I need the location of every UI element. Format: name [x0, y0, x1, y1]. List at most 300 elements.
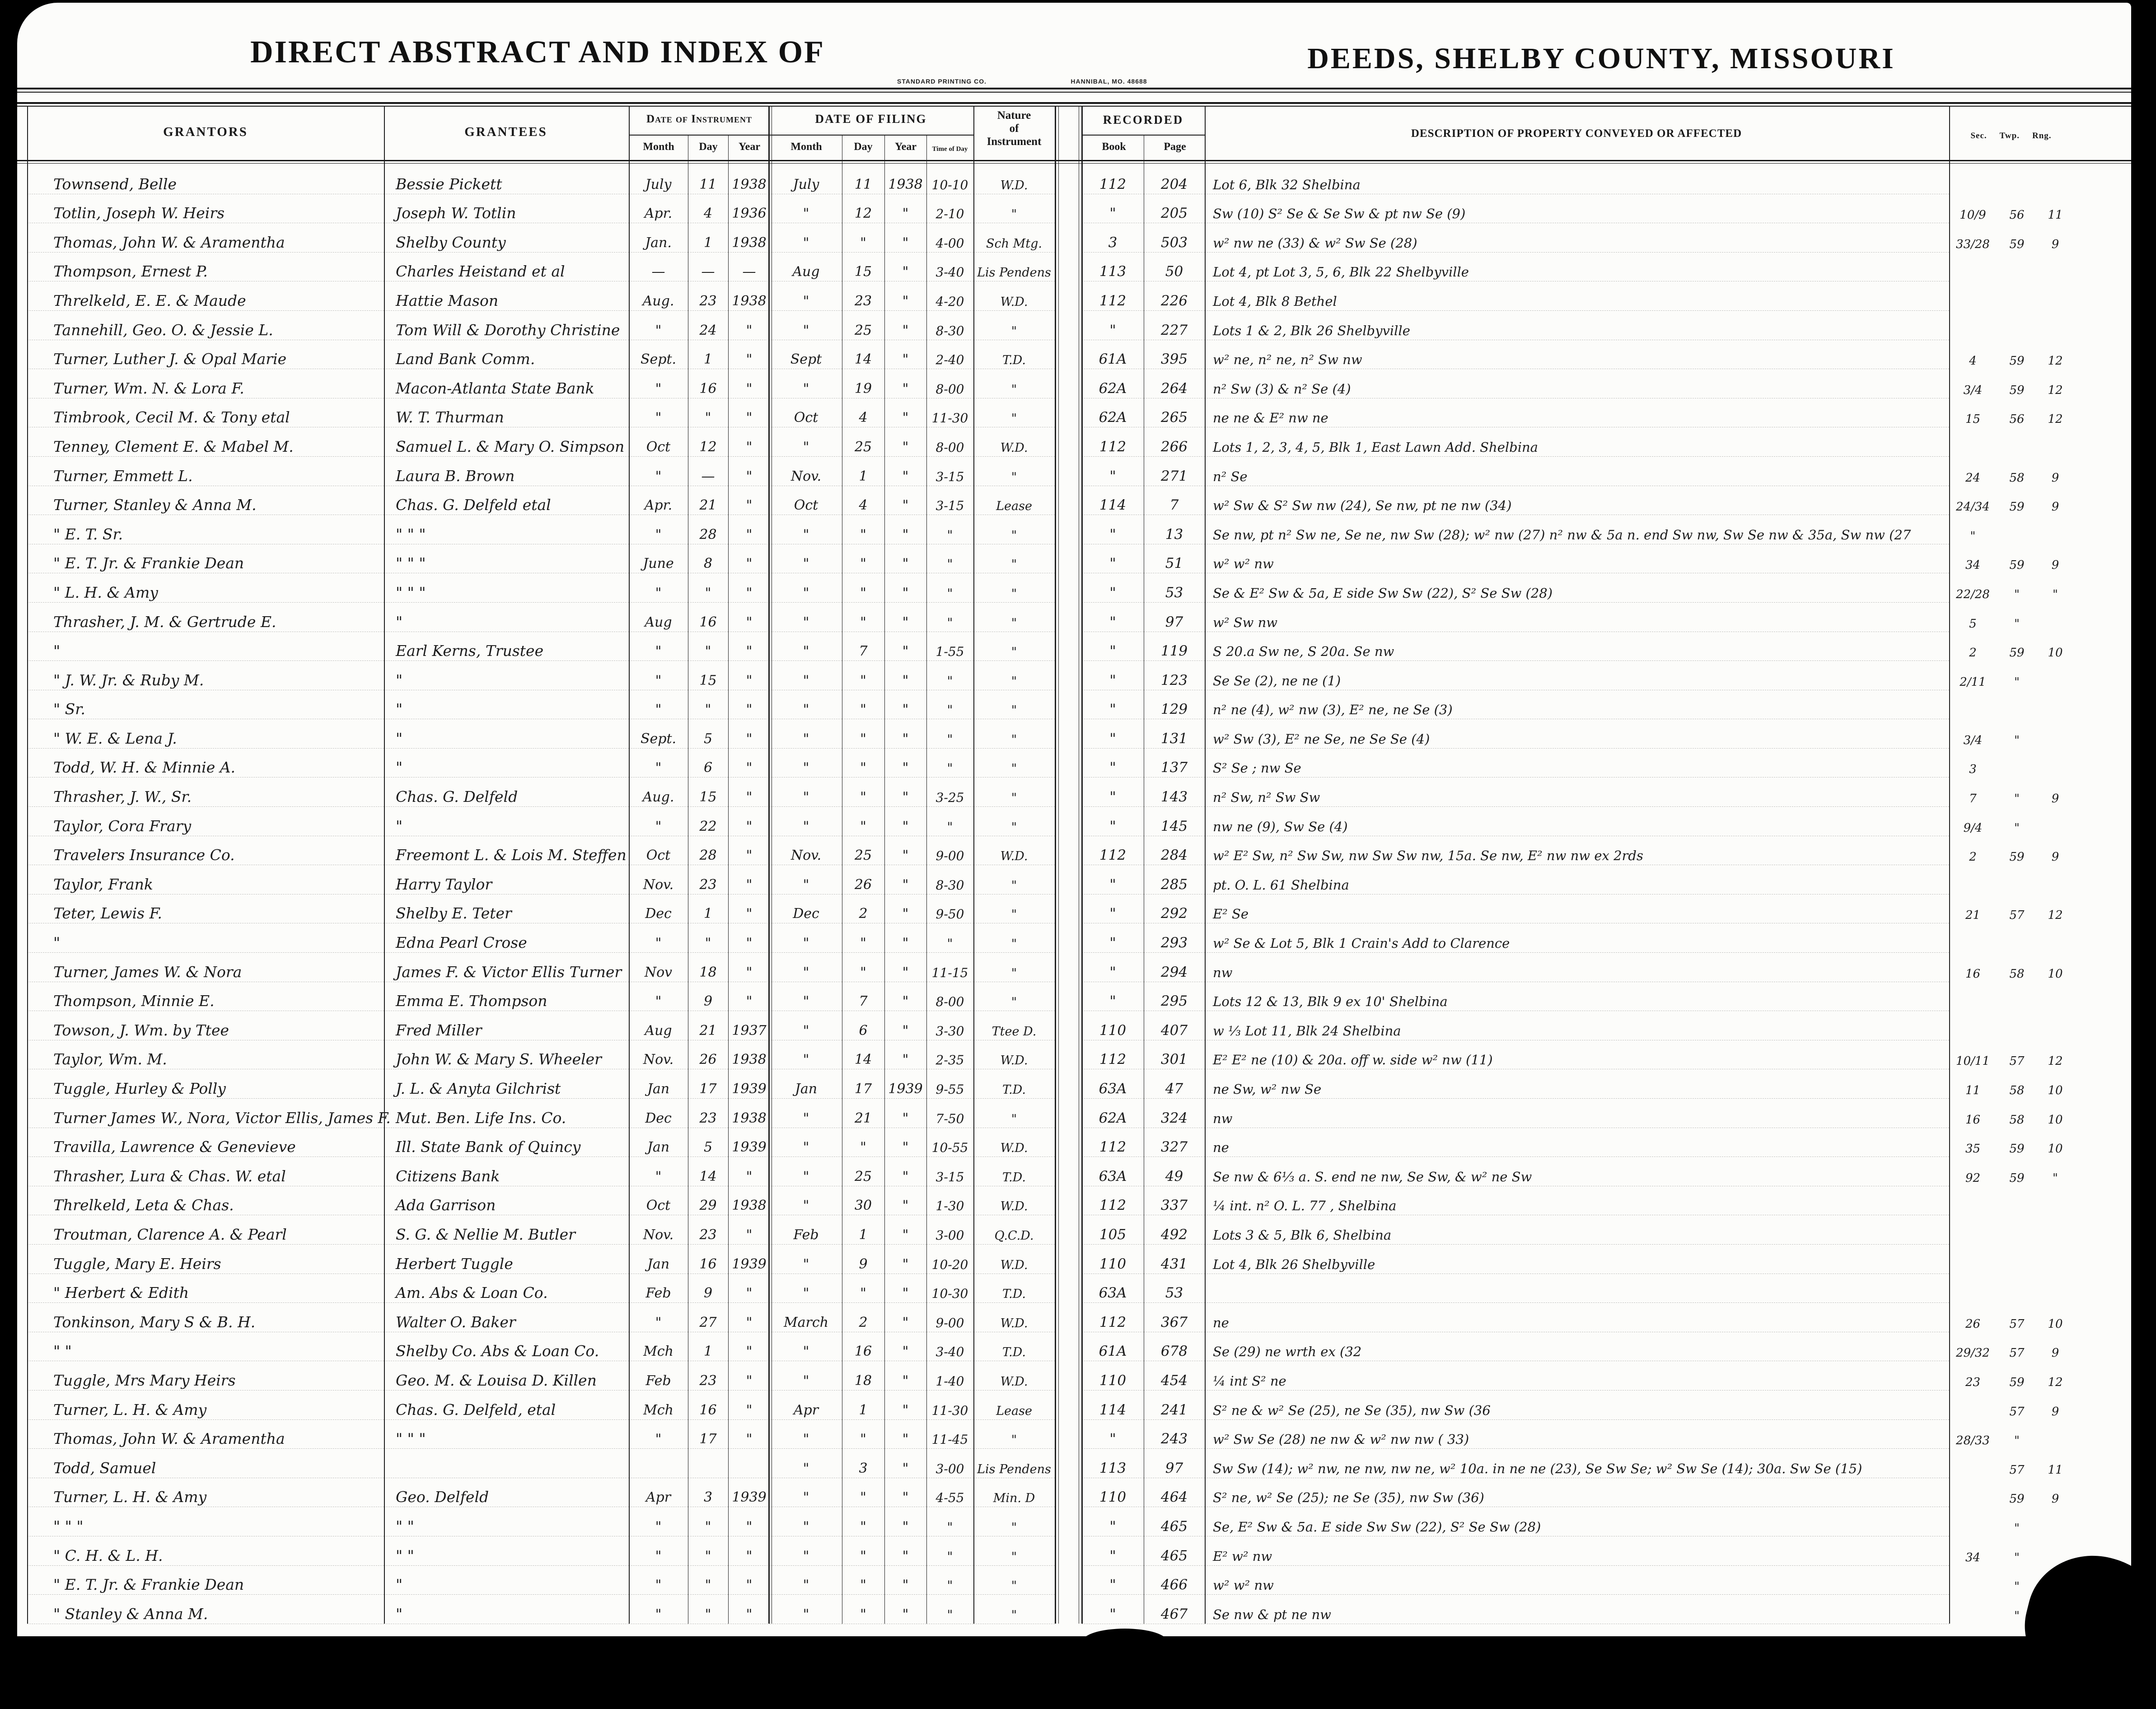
grantee-cell: " " " [384, 556, 629, 573]
grantee-cell: " [384, 731, 629, 749]
grantor-cell: Thompson, Minnie E. [27, 993, 384, 1011]
table-row [27, 1040, 2073, 1070]
sec-twp-rng-cell [1949, 1085, 2073, 1099]
nature-cell: Ttee D. [973, 1025, 1055, 1040]
grantor-cell: Timbrook, Cecil M. & Tony etal [27, 410, 384, 427]
instrument-day-cell: — [688, 265, 728, 281]
page-cell: 49 [1144, 1170, 1205, 1186]
instrument-year-cell: " [728, 499, 770, 515]
instrument-day-cell: 16 [688, 382, 728, 398]
nature-cell: " [973, 996, 1055, 1011]
page-cell: 678 [1144, 1344, 1205, 1361]
sec-twp-rng-cell [1949, 1272, 2073, 1274]
grantor-cell: Tenney, Clement E. & Mabel M. [27, 439, 384, 457]
rng-value: 10 [2048, 1142, 2063, 1156]
table-row [27, 749, 2073, 778]
sec-value: 28/33 [1956, 1434, 1990, 1448]
sec-value: 2 [1969, 646, 1977, 660]
filing-year-cell: " [884, 1404, 926, 1420]
description-cell: Se Se (2), ne ne (1) [1205, 674, 1949, 690]
twp-value: " [2014, 1434, 2020, 1448]
instrument-day-cell: 18 [688, 966, 728, 982]
filing-year-cell: " [884, 966, 926, 982]
filing-day-cell: 1 [842, 470, 884, 486]
rule [17, 160, 2131, 161]
table-row [27, 1507, 2073, 1536]
filing-month-cell: Jan [770, 1082, 842, 1099]
instrument-day-cell: " [688, 1578, 728, 1595]
instrument-year-cell: " [728, 1404, 770, 1420]
sec-value: 29/32 [1956, 1346, 1990, 1360]
book-cell: 63A [1082, 1286, 1144, 1303]
rng-value: 12 [2048, 383, 2063, 397]
page-cell: 467 [1144, 1607, 1205, 1624]
instrument-year-cell: 1938 [728, 295, 770, 311]
nature-cell: " [973, 1522, 1055, 1536]
sec-twp-rng-cell [1949, 501, 2073, 515]
grantor-cell: Taylor, Wm. M. [27, 1052, 384, 1069]
instrument-year-cell: " [728, 995, 770, 1011]
time-of-day-cell: 3-00 [926, 1229, 973, 1245]
description-cell: Se, E² Sw & 5a. E side Sw Sw (22), S² Se Sw (28) [1205, 1521, 1949, 1536]
instrument-day-cell: 29 [688, 1199, 728, 1215]
grantee-cell: Geo. Delfeld [384, 1489, 629, 1507]
time-of-day-cell: 8-00 [926, 383, 973, 398]
instrument-month-cell: " [629, 1433, 688, 1449]
instrument-year-cell: " [728, 761, 770, 777]
rule [17, 92, 2131, 93]
filing-year-cell: " [884, 353, 926, 369]
sec-twp-rng-cell [1949, 892, 2073, 894]
instrument-month-cell [629, 1475, 688, 1478]
instrument-year-cell: 1938 [728, 1112, 770, 1128]
time-of-day-cell: 9-50 [926, 908, 973, 923]
page-cell: 503 [1144, 236, 1205, 253]
grantor-cell: Thomas, John W. & Aramentha [27, 235, 384, 253]
time-of-day-cell: 3-00 [926, 1463, 973, 1478]
page-cell: 97 [1144, 615, 1205, 632]
description-cell: ne [1205, 1316, 1949, 1332]
table-row [27, 1449, 2073, 1478]
fold-gap [1055, 454, 1082, 457]
sec-twp-rng-cell [1949, 1522, 2073, 1536]
filing-year-cell: " [884, 1550, 926, 1566]
page-title-right: DEEDS, SHELBY COUNTY, MISSOURI [1307, 42, 1895, 75]
time-of-day-cell: " [926, 1579, 973, 1595]
twp-value: 57 [2009, 1317, 2025, 1331]
instrument-month-cell: Apr. [629, 207, 688, 223]
twp-value: 59 [2009, 500, 2025, 514]
instrument-year-cell: " [728, 1345, 770, 1361]
grantee-cell: Freemont L. & Lois M. Steffen [384, 847, 629, 865]
book-cell: 61A [1082, 1344, 1144, 1361]
table-row [27, 311, 2073, 340]
filing-year-cell: " [884, 440, 926, 457]
filing-day-cell: " [842, 236, 884, 253]
description-cell: ne ne & E² nw ne [1205, 412, 1949, 427]
sec-twp-rng-cell [1949, 763, 2073, 777]
grantor-cell: Turner, L. H. & Amy [27, 1402, 384, 1420]
page-cell: 465 [1144, 1549, 1205, 1566]
instrument-month-cell: Apr [629, 1491, 688, 1507]
nature-cell: T.D. [973, 354, 1055, 369]
nature-cell: " [973, 704, 1055, 719]
instrument-month-cell: June [629, 557, 688, 573]
filing-year-cell: " [884, 1345, 926, 1361]
fold-gap [1055, 1242, 1082, 1245]
nature-cell: " [973, 529, 1055, 544]
description-cell: w² ne, n² ne, n² Sw nw [1205, 353, 1949, 369]
filing-month-cell: " [770, 207, 842, 223]
table-row [27, 603, 2073, 632]
book-cell: " [1082, 528, 1144, 544]
page-cell: 227 [1144, 323, 1205, 340]
fold-gap [1055, 192, 1082, 194]
fold-gap [1055, 1009, 1082, 1011]
filing-day-cell: " [842, 1491, 884, 1507]
sec-twp-rng-cell [1949, 192, 2073, 194]
filing-year-cell: " [884, 1141, 926, 1157]
rng-value: 9 [2051, 1405, 2059, 1419]
grantee-cell: Shelby E. Teter [384, 906, 629, 923]
twp-value: 57 [2009, 1405, 2025, 1419]
filing-year-cell: " [884, 528, 926, 544]
instrument-day-cell: 16 [688, 1258, 728, 1274]
filing-day-cell: 25 [842, 324, 884, 340]
description-cell: Se (29) ne wrth ex (32 [1205, 1345, 1949, 1361]
filing-year-cell: " [884, 265, 926, 281]
grantor-cell: Teter, Lewis F. [27, 906, 384, 923]
nature-cell: " [973, 1551, 1055, 1566]
grantor-cell: Turner, Emmett L. [27, 468, 384, 486]
sec-value: 3/4 [1963, 383, 1983, 397]
col-header-grantors: GRANTORS [163, 125, 248, 139]
nature-cell: " [973, 646, 1055, 661]
filing-day-cell: " [842, 616, 884, 632]
sec-twp-rng-cell [1949, 1143, 2073, 1157]
grantee-cell: Chas. G. Delfeld [384, 789, 629, 807]
twp-value: 59 [2009, 1492, 2025, 1506]
grantee-cell: " [384, 702, 629, 719]
instrument-month-cell: " [629, 645, 688, 661]
description-cell: Se & E² Sw & 5a, E side Sw Sw (22), S² Se Sw (28) [1205, 587, 1949, 603]
table-row [27, 1069, 2073, 1099]
filing-month-cell: Sept [770, 353, 842, 369]
book-cell: 112 [1082, 1316, 1144, 1332]
instrument-year-cell: 1937 [728, 1024, 770, 1040]
twp-value: 57 [2009, 1346, 2025, 1360]
filing-month-cell: " [770, 761, 842, 777]
table-row [27, 194, 2073, 224]
time-of-day-cell: 10-10 [926, 179, 973, 194]
filing-day-cell: 18 [842, 1374, 884, 1391]
filing-month-cell: " [770, 1491, 842, 1507]
rng-value [2037, 1435, 2073, 1447]
sec-value: 9/4 [1963, 821, 1983, 835]
grantee-cell: " [384, 673, 629, 690]
description-cell: Sw (10) S² Se & Se Sw & pt nw Se (9) [1205, 207, 1949, 223]
sec-value: 24/34 [1956, 500, 1990, 514]
rng-value [2037, 822, 2073, 834]
filing-year-cell: " [884, 1374, 926, 1391]
table-row [27, 544, 2073, 574]
fold-gap [1055, 425, 1082, 427]
grantee-cell: S. G. & Nellie M. Butler [384, 1227, 629, 1245]
fold-gap [1055, 1155, 1082, 1157]
time-of-day-cell: " [926, 821, 973, 836]
filing-day-cell: " [842, 1520, 884, 1536]
filing-day-cell: 12 [842, 207, 884, 223]
book-cell: " [1082, 819, 1144, 836]
book-cell: " [1082, 674, 1144, 690]
time-of-day-cell: 7-50 [926, 1113, 973, 1128]
instrument-year-cell: " [728, 353, 770, 369]
grantee-cell: Ill. State Bank of Quincy [384, 1139, 629, 1157]
fold-gap [1055, 571, 1082, 573]
filing-year-cell: " [884, 1491, 926, 1507]
time-of-day-cell: 1-55 [926, 646, 973, 661]
col-header-date-of-instrument: Date of Instrument [646, 113, 752, 125]
table-row [27, 1303, 2073, 1332]
book-cell: 112 [1082, 1140, 1144, 1157]
filing-day-cell: 19 [842, 382, 884, 398]
book-cell: 3 [1082, 236, 1144, 253]
nature-cell: Lease [973, 1405, 1055, 1420]
instrument-month-cell: " [629, 1578, 688, 1595]
grantor-cell: " Stanley & Anna M. [27, 1606, 384, 1624]
fold-gap [1055, 863, 1082, 865]
col-header-page: Page [1164, 141, 1186, 153]
filing-month-cell: March [770, 1316, 842, 1332]
fold-gap [1055, 1534, 1082, 1536]
sec-twp-rng-cell [1949, 1318, 2073, 1332]
sec-twp-rng-cell [1949, 530, 2073, 544]
book-cell: 63A [1082, 1082, 1144, 1099]
book-cell: " [1082, 936, 1144, 953]
fold-gap [1055, 279, 1082, 281]
twp-value: 57 [2009, 908, 2025, 922]
filing-day-cell: 2 [842, 907, 884, 923]
sec-value: 34 [1965, 558, 1981, 572]
filing-day-cell: 25 [842, 1170, 884, 1186]
twp-value: " [2014, 1521, 2020, 1535]
grantor-cell: " W. E. & Lena J. [27, 731, 384, 749]
instrument-month-cell: " [629, 1520, 688, 1536]
filing-month-cell: " [770, 703, 842, 719]
page-cell: 53 [1144, 1286, 1205, 1303]
instrument-year-cell: " [728, 1316, 770, 1332]
instrument-month-cell: " [629, 995, 688, 1011]
grantor-cell: Tuggle, Mary E. Heirs [27, 1256, 384, 1274]
time-of-day-cell: 9-55 [926, 1083, 973, 1099]
twp-value [1997, 530, 2037, 542]
twp-value: 58 [2009, 1084, 2025, 1097]
description-cell: ¼ int S² ne [1205, 1375, 1949, 1391]
description-cell: nw [1205, 1112, 1949, 1128]
book-cell: 114 [1082, 498, 1144, 515]
filing-day-cell: " [842, 1433, 884, 1449]
time-of-day-cell: 2-40 [926, 354, 973, 369]
sec-value [1949, 1464, 1997, 1476]
grantor-cell: " Herbert & Edith [27, 1285, 384, 1303]
instrument-day-cell: " [688, 936, 728, 953]
description-cell: Lots 3 & 5, Blk 6, Shelbina [1205, 1229, 1949, 1245]
nature-line: of [1009, 122, 1019, 135]
page-cell: 226 [1144, 294, 1205, 311]
nature-cell: " [973, 938, 1055, 953]
fold-gap [1055, 1447, 1082, 1449]
description-cell: w² Sw & S² Sw nw (24), Se nw, pt ne nw (34) [1205, 499, 1949, 515]
fold-gap [1055, 367, 1082, 369]
filing-month-cell: " [770, 382, 842, 398]
filing-day-cell: " [842, 966, 884, 982]
filing-day-cell: " [842, 820, 884, 836]
page-cell: 324 [1144, 1111, 1205, 1128]
nature-cell: " [973, 675, 1055, 690]
filing-month-cell: " [770, 586, 842, 603]
sec-twp-rng-cell [1949, 618, 2073, 632]
nature-cell: W.D. [973, 442, 1055, 457]
printer-credit-right: HANNIBAL, MO. 48688 [1071, 78, 1147, 85]
instrument-day-cell: " [688, 1608, 728, 1624]
filing-year-cell: " [884, 936, 926, 953]
nature-cell: W.D. [973, 1200, 1055, 1215]
filing-year-cell: " [884, 674, 926, 690]
sec-twp-rng-cell [1949, 1493, 2073, 1507]
filing-month-cell: " [770, 820, 842, 836]
instrument-day-cell: 28 [688, 528, 728, 544]
instrument-year-cell: " [728, 1550, 770, 1566]
instrument-day-cell: 1 [688, 907, 728, 923]
page-cell: 337 [1144, 1199, 1205, 1215]
page-cell: 284 [1144, 848, 1205, 865]
instrument-month-cell: " [629, 820, 688, 836]
grantee-cell: James F. & Victor Ellis Turner [384, 965, 629, 982]
rng-value [2037, 676, 2073, 688]
time-of-day-cell: 3-40 [926, 1346, 973, 1361]
twp-value: 57 [2009, 1054, 2025, 1068]
filing-day-cell: 6 [842, 1024, 884, 1040]
page-cell: 50 [1144, 265, 1205, 281]
sec-twp-rng-cell [1949, 1435, 2073, 1449]
grantor-cell: Thrasher, Lura & Chas. W. etal [27, 1169, 384, 1186]
filing-day-cell: " [842, 1578, 884, 1595]
instrument-month-cell: " [629, 586, 688, 603]
sec-twp-rng-cell [1949, 676, 2073, 690]
description-cell: n² ne (4), w² nw (3), E² ne, ne Se (3) [1205, 703, 1949, 719]
filing-day-cell: " [842, 703, 884, 719]
filing-day-cell: " [842, 1287, 884, 1303]
nature-cell: W.D. [973, 1142, 1055, 1157]
filing-month-cell: July [770, 178, 842, 194]
fold-gap [1055, 1592, 1082, 1595]
filing-day-cell: 9 [842, 1258, 884, 1274]
filing-day-cell: " [842, 732, 884, 749]
page-cell: 51 [1144, 557, 1205, 573]
sec-value: 22/28 [1956, 587, 1990, 601]
sec-twp-rng-cell [1949, 355, 2073, 369]
rng-value: 12 [2048, 1054, 2063, 1068]
grantor-cell: Travilla, Lawrence & Genevieve [27, 1139, 384, 1157]
filing-year-cell: " [884, 411, 926, 427]
description-cell: w² Sw (3), E² ne Se, ne Se Se (4) [1205, 733, 1949, 749]
filing-day-cell: " [842, 557, 884, 573]
table-row [27, 281, 2073, 311]
sec-value: 16 [1965, 967, 1981, 981]
table-row [27, 1099, 2073, 1128]
fold-gap [1055, 1067, 1082, 1069]
time-of-day-cell: " [926, 733, 973, 749]
description-cell [1205, 1300, 1949, 1303]
sec-twp-rng-cell [1949, 793, 2073, 807]
instrument-year-cell: " [728, 586, 770, 603]
filing-day-cell: " [842, 674, 884, 690]
filing-day-cell: 30 [842, 1199, 884, 1215]
twp-value: 59 [2009, 1171, 2025, 1185]
filing-day-cell: 25 [842, 849, 884, 865]
filing-month-cell: " [770, 1287, 842, 1303]
instrument-day-cell: 21 [688, 499, 728, 515]
page-cell: 465 [1144, 1520, 1205, 1536]
filing-year-cell: " [884, 1053, 926, 1069]
sec-twp-rng-cell [1949, 1009, 2073, 1011]
page-cell: 119 [1144, 644, 1205, 661]
filing-month-cell: " [770, 1520, 842, 1536]
filing-day-cell: 1 [842, 1404, 884, 1420]
grantor-cell: Turner, Wm. N. & Lora F. [27, 381, 384, 398]
instrument-month-cell: Nov. [629, 1053, 688, 1069]
instrument-month-cell: Oct [629, 440, 688, 457]
instrument-month-cell: Dec [629, 907, 688, 923]
time-of-day-cell: 3-15 [926, 471, 973, 486]
twp-value: 56 [2009, 412, 2025, 426]
book-cell: " [1082, 586, 1144, 603]
book-cell: 110 [1082, 1374, 1144, 1391]
page-cell: 53 [1144, 586, 1205, 603]
time-of-day-cell: 11-15 [926, 967, 973, 982]
instrument-month-cell: Jan. [629, 236, 688, 253]
nature-line: Instrument [987, 135, 1042, 148]
description-cell: S² ne & w² Se (25), ne Se (35), nw Sw (36 [1205, 1404, 1949, 1420]
fold-gap [1055, 980, 1082, 982]
col-header-recorded: RECORDED [1103, 113, 1184, 126]
fold-gap [1055, 1359, 1082, 1361]
sec-value: 35 [1965, 1142, 1981, 1156]
filing-month-cell: " [770, 1608, 842, 1624]
page-cell: 301 [1144, 1053, 1205, 1069]
grantor-cell: " [27, 935, 384, 953]
description-cell: Lots 1, 2, 3, 4, 5, Blk 1, East Lawn Add. Shelbina [1205, 441, 1949, 457]
instrument-year-cell: " [728, 324, 770, 340]
sec-twp-rng-cell [1949, 1464, 2073, 1478]
page-cell: 13 [1144, 528, 1205, 544]
time-of-day-cell: 4-00 [926, 237, 973, 253]
filing-day-cell: 14 [842, 353, 884, 369]
book-cell: 112 [1082, 1199, 1144, 1215]
instrument-year-cell: " [728, 966, 770, 982]
page-cell: 7 [1144, 498, 1205, 515]
rng-value: 12 [2048, 354, 2063, 368]
instrument-year-cell: " [728, 557, 770, 573]
rule [629, 135, 973, 136]
time-of-day-cell: " [926, 1521, 973, 1536]
grantee-cell: Macon-Atlanta State Bank [384, 381, 629, 398]
filing-month-cell: " [770, 966, 842, 982]
rng-value: 9 [2051, 237, 2059, 251]
instrument-month-cell: " [629, 703, 688, 719]
page-cell: 266 [1144, 440, 1205, 457]
filing-month-cell: Aug [770, 265, 842, 281]
